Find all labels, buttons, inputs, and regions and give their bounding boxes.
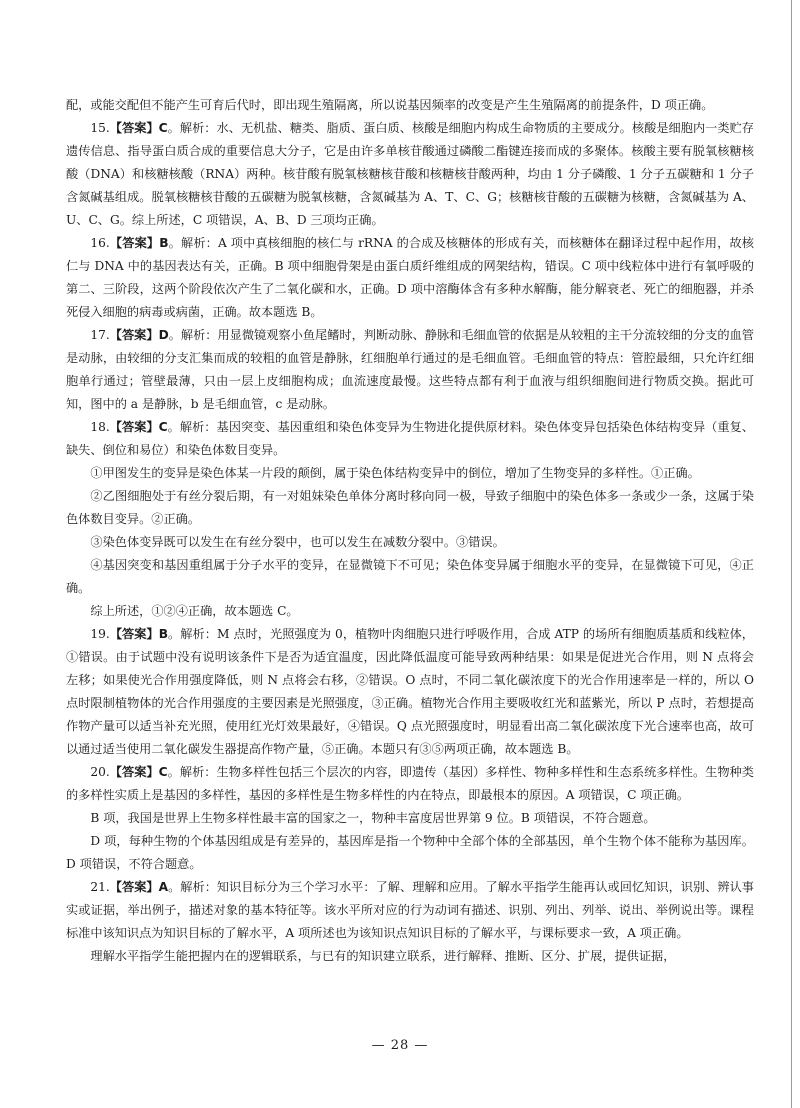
question-number: 17.	[90, 328, 110, 342]
paragraph-text: ④基因突变和基因重组属于分子水平的变异，在显微镜下不可见；染色体变异属于细胞水平的变异，在显微镜下可见，④正确。	[66, 558, 754, 595]
analysis-text: 。解析：生物多样性包括三个层次的内容，即遗传（基因）多样性、物种多样性和生态系统多样性。生物种类的多样性实质上是基因的多样性，基因的多样性是生物多样性的内在特点，即最根本的原因。A 项错误，C 项正确。	[66, 765, 754, 802]
answer-paragraph	[66, 232, 754, 324]
scan-edge-line	[791, 0, 792, 1108]
analysis-text: 。解析：水、无机盐、糖类、脂质、蛋白质、核酸是细胞内构成生命物质的主要成分。核酸是细胞内一类贮存遗传信息、指导蛋白质合成的重要信息大分子，它是由许多单核苷酸通过磷酸二酯键连接而成的多聚体。核酸主要有脱氧核糖核酸（DNA）和核糖核酸（RNA）两种。核苷酸有脱氧核糖核苷酸和核糖核苷酸两种，均由 1 分子磷酸、1 分子五碳糖和 1 分子含氮碱基组成。脱氧核糖核苷酸的五碳糖为脱氧核糖，含氮碱基为 A、T、C、G；核糖核苷酸的五碳糖为核糖，含氮碱基为 A、U、C、G。综上所述，C 项错误，A、B、D 三项均正确。	[66, 121, 754, 227]
body-paragraph	[66, 531, 754, 554]
body-paragraph	[66, 830, 754, 876]
continued-paragraph	[66, 94, 754, 117]
page-number: — 28 —	[371, 1038, 429, 1053]
body-paragraph	[66, 807, 754, 830]
body-paragraph	[66, 485, 754, 531]
answer-label: 【答案】A	[109, 880, 169, 894]
answer-paragraph	[66, 761, 754, 807]
analysis-text: 。解析：用显微镜观察小鱼尾鳍时，判断动脉、静脉和毛细血管的依据是从较粗的主干分流较细的分支的血管是动脉，由较细的分支汇集而成的较粗的血管是静脉，红细胞单行通过的是毛细血管。毛细血管的特点：管腔最细，只允许红细胞单行通过；管壁最薄，只由一层上皮细胞构成；血流速度最慢。这些特点都有利于血液与组织细胞间进行物质交换。据此可知，图中的 a 是静脉，b 是毛细血管，c 是动脉。	[66, 328, 754, 411]
answer-explanations	[66, 94, 754, 968]
answer-label: 【答案】B	[109, 627, 169, 641]
question-number: 21.	[90, 880, 110, 894]
answer-paragraph	[66, 324, 754, 416]
answer-label: 【答案】D	[109, 328, 169, 342]
question-number: 18.	[90, 420, 110, 434]
answer-paragraph	[66, 117, 754, 232]
answer-label: 【答案】C	[109, 420, 168, 434]
analysis-text: 。解析：基因突变、基因重组和染色体变异为生物进化提供原材料。染色体变异包括染色体结构变异（重复、缺失、倒位和易位）和染色体数目变异。	[66, 420, 754, 457]
answer-label: 【答案】B	[109, 236, 169, 250]
question-number: 19.	[90, 627, 110, 641]
paragraph-text: D 项，每种生物的个体基因组成是有差异的，基因库是指一个物种中全部个体的全部基因，单个生物个体不能称为基因库。D 项错误，不符合题意。	[66, 834, 754, 871]
analysis-text: 。解析：A 项中真核细胞的核仁与 rRNA 的合成及核糖体的形成有关，而核糖体在翻译过程中起作用，故核仁与 DNA 中的基因表达有关，正确。B 项中细胞骨架是由蛋白质纤维组成的网架结构，错误。C 项中线粒体中进行有氧呼吸的第二、三阶段，这两个阶段依次产生了二氧化碳和水，正确。D 项中溶酶体含有多种水解酶，能分解衰老、死亡的细胞器，并杀死侵入细胞的病毒或病菌，正确。故本题选 B。	[66, 236, 754, 319]
paragraph-text: 理解水平指学生能把握内在的逻辑联系，与已有的知识建立联系，进行解释、推断、区分、扩展，提供证据，	[90, 949, 676, 963]
paragraph-text: ①甲图发生的变异是染色体某一片段的颠倒，属于染色体结构变异中的倒位，增加了生物变异的多样性。①正确。	[90, 466, 700, 480]
answer-label: 【答案】C	[109, 765, 168, 779]
paragraph-text: 配，或能交配但不能产生可育后代时，即出现生殖隔离，所以说基因频率的改变是产生生殖隔离的前提条件，D 项正确。	[66, 98, 714, 112]
paragraph-text: B 项，我国是世界上生物多样性最丰富的国家之一，物种丰富度居世界第 9 位。B 项错误，不符合题意。	[90, 811, 656, 825]
answer-paragraph	[66, 623, 754, 761]
paragraph-text: ②乙图细胞处于有丝分裂后期，有一对姐妹染色单体分离时移向同一极，导致子细胞中的染色体多一条或少一条，这属于染色体数目变异。②正确。	[66, 489, 754, 526]
paragraph-text: 综上所述，①②④正确，故本题选 C。	[90, 604, 299, 618]
answer-paragraph	[66, 416, 754, 462]
question-number: 16.	[90, 236, 110, 250]
analysis-text: 。解析：知识目标分为三个学习水平：了解、理解和应用。了解水平指学生能再认或回忆知识，识别、辨认事实或证据，举出例子，描述对象的基本特征等。该水平所对应的行为动词有描述、识别、列出、列举、说出、举例说出等。课程标准中该知识点为知识目标的了解水平，A 项所述也为该知识点知识目标的了解水平，与课标要求一致，A 项正确。	[66, 880, 754, 940]
paragraph-text: ③染色体变异既可以发生在有丝分裂中，也可以发生在减数分裂中。③错误。	[90, 535, 505, 549]
body-paragraph	[66, 600, 754, 623]
answer-label: 【答案】C	[109, 121, 168, 135]
answer-paragraph	[66, 876, 754, 945]
body-paragraph	[66, 554, 754, 600]
body-paragraph	[66, 462, 754, 485]
analysis-text: 。解析：M 点时，光照强度为 0，植物叶肉细胞只进行呼吸作用，合成 ATP 的场所有细胞质基质和线粒体，①错误。由于试题中没有说明该条件下是否为适宜温度，因此降低温度可能导致两种结果：如果是促进光合作用，则 N 点将会左移；如果使光合作用强度降低，则 N 点将会右移，②错误。O 点时，不同二氧化碳浓度下的光合作用速率是一样的，所以 O 点时限制植物体的光合作用强度的主要因素是光照强度，③正确。植物光合作用主要吸收红光和蓝紫光，所以 P 点时，若想提高作物产量可以适当补充光照，使用红光灯效果最好，④错误。Q 点光照强度时，明显看出高二氧化碳浓度下光合速率也高，故可以通过适当使用二氧化碳发生器提高作物产量，⑤正确。本题只有③⑤两项正确，故本题选 B。	[66, 627, 754, 756]
question-number: 15.	[90, 121, 110, 135]
question-number: 20.	[90, 765, 110, 779]
body-paragraph	[66, 945, 754, 968]
